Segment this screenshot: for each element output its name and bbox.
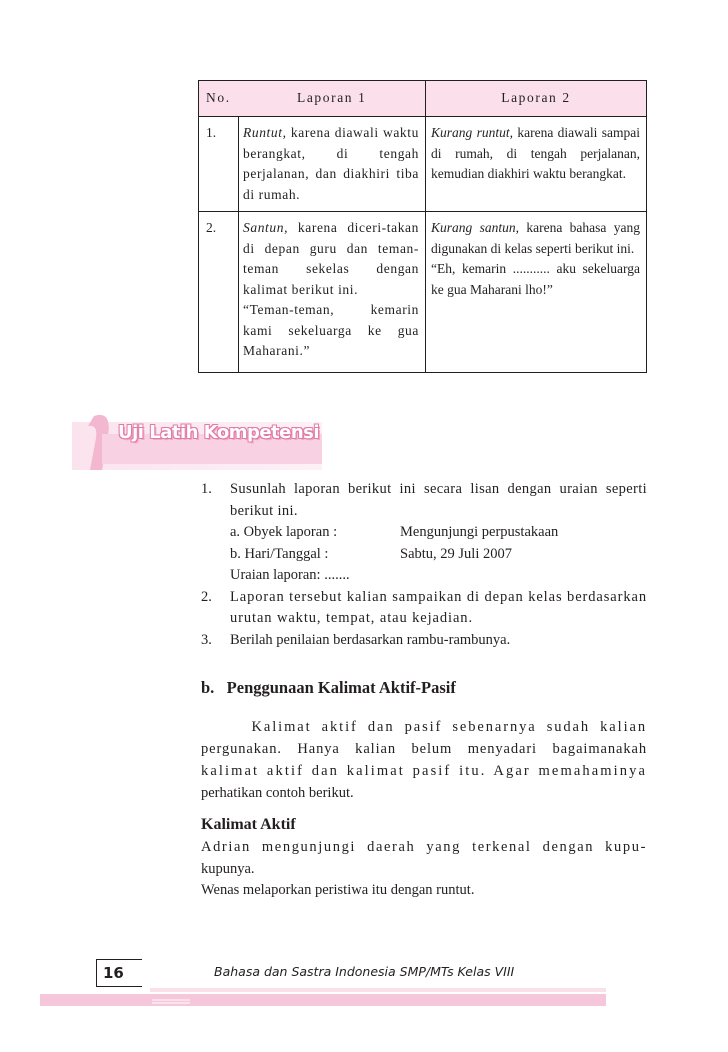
cell-text: karena bahasa yang digunakan di kelas seperti berikut ini. xyxy=(431,220,640,256)
paragraph-line: perhatikan contoh berikut. xyxy=(201,785,354,801)
footer-band xyxy=(40,984,606,1008)
subheading-kalimat-aktif: Kalimat Aktif xyxy=(201,816,296,833)
page-number: 16 xyxy=(96,959,142,987)
term-kurang-runtut: Kurang runtut, xyxy=(431,125,513,140)
item-text: Susunlah laporan berikut ini secara lisan dengan uraian seperti berikut ini. xyxy=(230,481,647,519)
term-santun: Santun, xyxy=(243,220,289,235)
header-laporan-2: Laporan 2 xyxy=(426,81,647,117)
list-item xyxy=(201,479,647,587)
sub-label: a. Obyek laporan : xyxy=(230,524,338,540)
row-laporan-2 xyxy=(426,212,647,373)
book-title: Bahasa dan Sastra Indonesia SMP/MTs Kelas VIII xyxy=(214,964,515,979)
item-sub-b xyxy=(230,544,647,566)
item-extra: Uraian laporan: ....... xyxy=(230,567,350,583)
cell-quote: “Teman-teman, kemarin kami sekeluarga ke gua Maharani.” xyxy=(243,302,419,358)
sub-label: b. Hari/Tanggal : xyxy=(230,545,329,562)
example-sentences xyxy=(201,837,647,902)
exercise-list xyxy=(201,479,647,651)
section-paragraph xyxy=(201,716,647,804)
cell-text: karena diawali waktu berangkat, di tengah perjalanan, dan diakhiri tiba di rumah. xyxy=(243,125,419,202)
row-number: 2. xyxy=(199,212,239,373)
section-heading: b. Penggunaan Kalimat Aktif-Pasif xyxy=(201,678,456,697)
competency-banner xyxy=(72,408,322,470)
cell-text: karena diawali sampai di rumah, di tengah perjalanan, kemudian diakhiri waktu berangkat. xyxy=(431,125,641,181)
sub-value: Sabtu, 29 Juli 2007 xyxy=(400,545,512,562)
example-line: Wenas melaporkan peristiwa itu dengan runtut. xyxy=(201,882,475,898)
term-kurang-santun: Kurang santun, xyxy=(431,220,519,235)
header-laporan-1: Laporan 1 xyxy=(239,81,426,117)
row-laporan-1 xyxy=(239,212,426,373)
row-number: 1. xyxy=(199,117,239,212)
paragraph-line: Kalimat aktif dan pasif sebenarnya sudah kalian xyxy=(201,719,647,735)
item-number: 1. xyxy=(201,481,212,497)
paragraph-line: pergunakan. Hanya kalian belum menyadari bagaimanakah xyxy=(201,741,647,757)
item-number: 2. xyxy=(201,588,212,605)
report-comparison-table xyxy=(198,80,647,373)
example-line: kupunya. xyxy=(201,860,255,877)
row-laporan-2 xyxy=(426,117,647,212)
cell-text: karena diceri-takan di depan guru dan teman-teman sekelas dengan kalimat berikut ini. xyxy=(243,220,419,297)
header-no: No. xyxy=(199,81,239,117)
item-number: 3. xyxy=(201,631,212,648)
item-sub-a xyxy=(230,522,647,544)
item-text: Laporan tersebut kalian sampaikan di depan kelas berdasarkan urutan waktu, tempat, atau kejadian. xyxy=(230,588,647,626)
example-line: Adrian mengunjungi daerah yang terkenal dengan kupu- xyxy=(201,839,647,855)
term-runtut: Runtut, xyxy=(243,125,287,140)
table-header-row xyxy=(199,81,647,117)
table-row xyxy=(199,212,647,373)
item-text: Berilah penilaian berdasarkan rambu-rambunya. xyxy=(230,631,511,648)
paragraph-line: kalimat aktif dan kalimat pasif itu. Agar memahaminya xyxy=(201,763,647,779)
sub-value: Mengunjungi perpustakaan xyxy=(400,524,559,540)
table-row xyxy=(199,117,647,212)
row-laporan-1 xyxy=(239,117,426,212)
cell-quote: “Eh, kemarin ........... aku sekeluarga ke gua Maharani lho!” xyxy=(431,261,640,297)
list-item xyxy=(201,630,647,652)
banner-title: Uji Latih Kompetensi xyxy=(118,422,320,443)
list-item xyxy=(201,587,647,630)
